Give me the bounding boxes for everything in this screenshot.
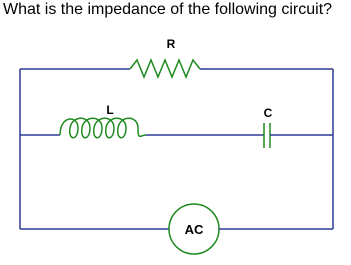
inductor-label: L <box>106 103 114 117</box>
resistor-label: R <box>166 37 176 51</box>
capacitor-label: C <box>263 106 273 120</box>
inductor-icon <box>60 118 146 138</box>
ac-source-label: AC <box>184 222 204 237</box>
resistor-icon <box>130 60 200 77</box>
question-text: What is the impedance of the following circuit? <box>3 1 333 18</box>
capacitor-icon <box>264 123 270 148</box>
